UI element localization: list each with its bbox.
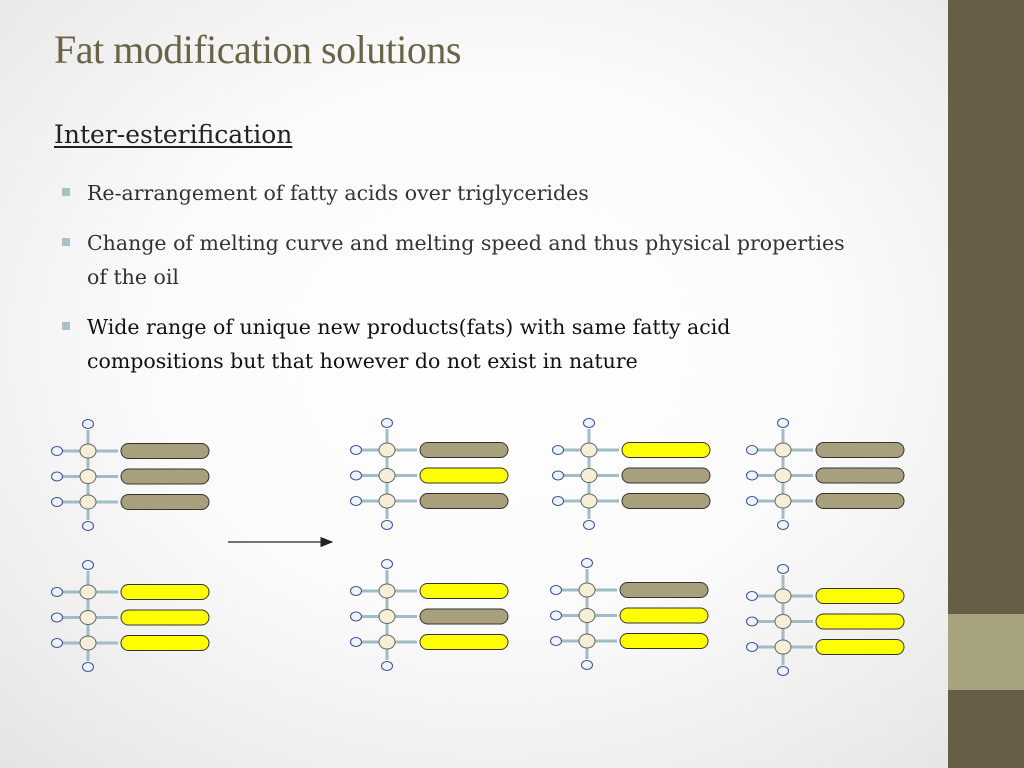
carbon-node	[379, 584, 395, 598]
hydrogen-node	[351, 446, 362, 455]
triglyceride-molecule	[52, 561, 210, 672]
fatty-acid-chain	[420, 609, 508, 624]
hydrogen-node	[747, 592, 758, 601]
fatty-acid-chain	[420, 494, 508, 509]
fatty-acid-chain	[620, 634, 708, 649]
hydrogen-node	[351, 497, 362, 506]
hydrogen-node	[52, 588, 63, 597]
hydrogen-node	[747, 617, 758, 626]
carbon-node	[581, 469, 597, 483]
fatty-acid-chain	[121, 610, 209, 625]
hydrogen-node	[382, 521, 393, 530]
triglyceride-molecule	[351, 560, 509, 671]
section-heading: Inter-esterification	[54, 120, 293, 149]
hydrogen-node	[52, 498, 63, 507]
carbon-node	[379, 610, 395, 624]
fatty-acid-chain	[816, 443, 904, 458]
hydrogen-node	[83, 420, 94, 429]
hydrogen-node	[584, 521, 595, 530]
bullet-text: Wide range of unique new products(fats) with same fatty acid compositions but that however do not exist in nature	[87, 315, 731, 373]
carbon-node	[579, 583, 595, 597]
hydrogen-node	[382, 662, 393, 671]
sidebar-accent-block	[948, 614, 1024, 690]
fatty-acid-chain	[121, 636, 209, 651]
hydrogen-node	[778, 419, 789, 428]
carbon-node	[80, 611, 96, 625]
hydrogen-node	[351, 471, 362, 480]
hydrogen-node	[553, 497, 564, 506]
fatty-acid-chain	[816, 589, 904, 604]
hydrogen-node	[582, 661, 593, 670]
hydrogen-node	[52, 447, 63, 456]
hydrogen-node	[52, 472, 63, 481]
carbon-node	[579, 634, 595, 648]
fatty-acid-chain	[620, 608, 708, 623]
hydrogen-node	[584, 419, 595, 428]
hydrogen-node	[582, 559, 593, 568]
fatty-acid-chain	[622, 494, 710, 509]
carbon-node	[379, 635, 395, 649]
hydrogen-node	[382, 419, 393, 428]
carbon-node	[775, 469, 791, 483]
hydrogen-node	[778, 667, 789, 676]
carbon-node	[775, 494, 791, 508]
triglyceride-molecule	[52, 420, 210, 531]
carbon-node	[775, 615, 791, 629]
triglyceride-molecule	[747, 565, 905, 676]
fatty-acid-chain	[420, 635, 508, 650]
hydrogen-node	[553, 471, 564, 480]
carbon-node	[80, 444, 96, 458]
carbon-node	[581, 443, 597, 457]
bullet-text: Change of melting curve and melting speed and thus physical properties of the oil	[87, 231, 845, 289]
hydrogen-node	[747, 446, 758, 455]
fatty-acid-chain	[121, 469, 209, 484]
carbon-node	[775, 443, 791, 457]
fatty-acid-chain	[816, 494, 904, 509]
hydrogen-node	[83, 663, 94, 672]
carbon-node	[80, 636, 96, 650]
triglyceride-molecule	[553, 419, 711, 530]
carbon-node	[80, 585, 96, 599]
fatty-acid-chain	[420, 468, 508, 483]
carbon-node	[775, 640, 791, 654]
hydrogen-node	[778, 565, 789, 574]
carbon-node	[379, 443, 395, 457]
hydrogen-node	[747, 643, 758, 652]
hydrogen-node	[351, 612, 362, 621]
fatty-acid-chain	[620, 583, 708, 598]
fatty-acid-chain	[420, 443, 508, 458]
carbon-node	[581, 494, 597, 508]
hydrogen-node	[351, 638, 362, 647]
hydrogen-node	[553, 446, 564, 455]
carbon-node	[579, 609, 595, 623]
hydrogen-node	[747, 471, 758, 480]
hydrogen-node	[551, 637, 562, 646]
hydrogen-node	[747, 497, 758, 506]
carbon-node	[80, 495, 96, 509]
hydrogen-node	[551, 586, 562, 595]
carbon-node	[379, 494, 395, 508]
carbon-node	[80, 470, 96, 484]
triglyceride-molecule	[351, 419, 509, 530]
hydrogen-node	[382, 560, 393, 569]
hydrogen-node	[52, 613, 63, 622]
hydrogen-node	[778, 521, 789, 530]
fatty-acid-chain	[816, 614, 904, 629]
triglyceride-molecule	[747, 419, 905, 530]
hydrogen-node	[83, 522, 94, 531]
fatty-acid-chain	[420, 584, 508, 599]
fatty-acid-chain	[121, 495, 209, 510]
hydrogen-node	[551, 611, 562, 620]
carbon-node	[379, 469, 395, 483]
fatty-acid-chain	[622, 468, 710, 483]
slide-title: Fat modification solutions	[54, 27, 461, 72]
hydrogen-node	[351, 587, 362, 596]
fatty-acid-chain	[121, 585, 209, 600]
fatty-acid-chain	[622, 443, 710, 458]
carbon-node	[775, 589, 791, 603]
hydrogen-node	[83, 561, 94, 570]
triglyceride-molecule	[551, 559, 709, 670]
hydrogen-node	[52, 639, 63, 648]
bullet-text: Re-arrangement of fatty acids over triglycerides	[87, 181, 589, 205]
fatty-acid-chain	[816, 468, 904, 483]
fatty-acid-chain	[816, 640, 904, 655]
fatty-acid-chain	[121, 444, 209, 459]
